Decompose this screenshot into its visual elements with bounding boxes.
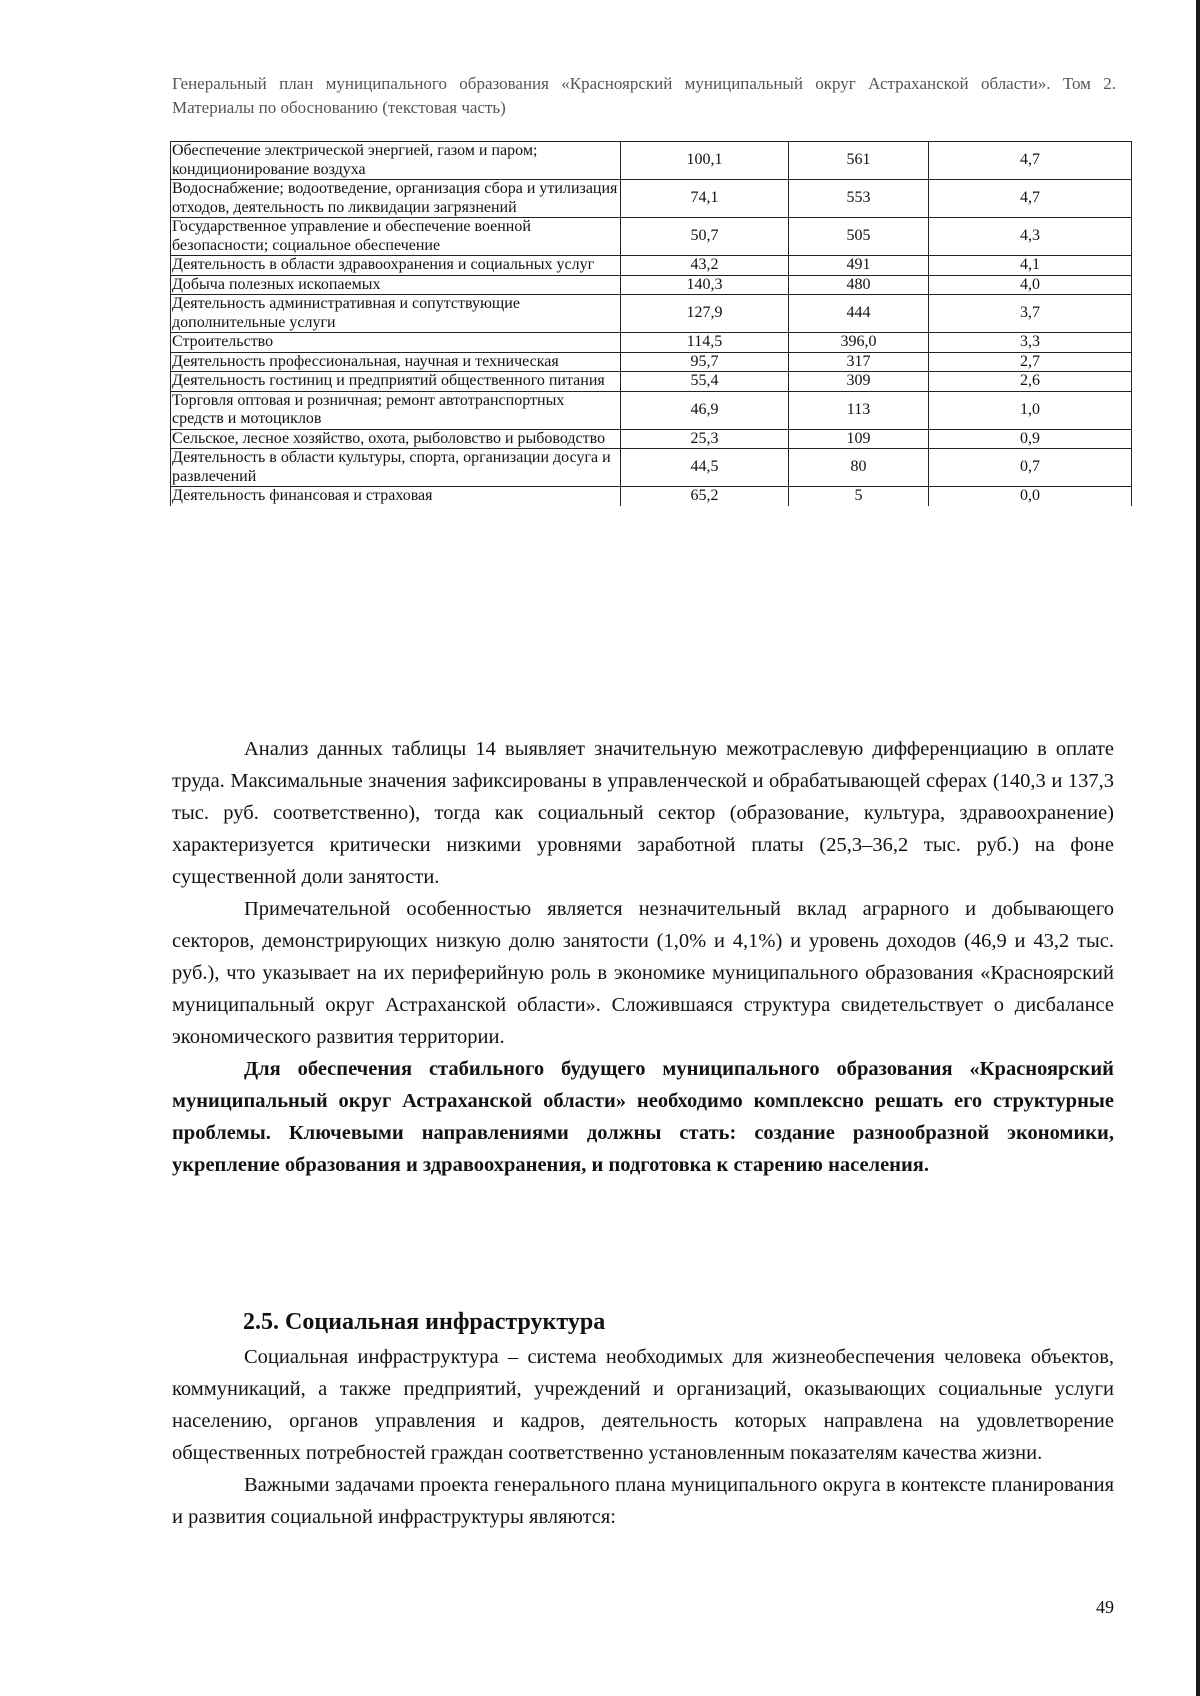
table-cell-employees: 561 — [789, 142, 929, 180]
table-row — [171, 180, 1132, 218]
table-cell-employees: 553 — [789, 180, 929, 218]
paragraph-definition: Социальная инфраструктура – система необходимых для жизнеобеспечения человека объектов, коммуникаций, а также предприятий, учреждений и организаций, оказывающих социальные услуги населению, органов управления и кадров, деятельность которых направлена на удовлетворение общественных потребностей граждан соответственно установленным показателям качества жизни. — [172, 1346, 1114, 1464]
section-title: 2.5. Социальная инфраструктура — [243, 1309, 606, 1335]
running-header: Генеральный план муниципального образования «Красноярский муниципальный округ Астраханской области». Том 2. Материалы по обоснованию (текстовая часть) — [172, 74, 1116, 117]
table-cell-share: 2,6 — [929, 372, 1132, 392]
paragraph-tasks: Важными задачами проекта генерального плана муниципального округа в контексте планирования и развития социальной инфраструктуры являются: — [172, 1474, 1114, 1528]
table-cell-employees: 505 — [789, 218, 929, 256]
table-cell-share: 0,0 — [929, 487, 1132, 506]
paragraph-notable: Примечательной особенностью является незначительный вклад аграрного и добывающего секторов, демонстрирующих низкую долю занятости (1,0% и 4,1%) и уровень доходов (46,9 и 43,2 тыс. руб.), что указывает на их периферийную роль в экономике муниципального образования «Красноярский муниципальный округ Астраханской области». Сложившаяся структура свидетельствует о дисбалансе экономического развития территории. — [172, 898, 1114, 1048]
table-cell-sector: Деятельность финансовая и страховая — [171, 487, 621, 506]
table-cell-sector: Добыча полезных ископаемых — [171, 275, 621, 295]
table-row — [171, 256, 1132, 276]
data-table — [170, 141, 1132, 506]
table-cell-wage: 100,1 — [621, 142, 789, 180]
table-cell-sector: Сельское, лесное хозяйство, охота, рыболовство и рыбоводство — [171, 429, 621, 449]
page-number: 49 — [1096, 1597, 1114, 1617]
table-cell-sector: Деятельность в области здравоохранения и социальных услуг — [171, 256, 621, 276]
table-cell-employees: 480 — [789, 275, 929, 295]
table-cell-wage: 74,1 — [621, 180, 789, 218]
table-cell-share: 4,3 — [929, 218, 1132, 256]
table-cell-wage: 25,3 — [621, 429, 789, 449]
table-cell-sector: Государственное управление и обеспечение военной безопасности; социальное обеспечение — [171, 218, 621, 256]
table-cell-wage: 55,4 — [621, 372, 789, 392]
social-infrastructure-text — [172, 1341, 1114, 1533]
table-cell-share: 0,9 — [929, 429, 1132, 449]
paragraph-analysis: Анализ данных таблицы 14 выявляет значительную межотраслевую дифференциацию в оплате труда. Максимальные значения зафиксированы в управленческой и обрабатывающей сферах (140,3 и 137,3 тыс. руб. соответственно), тогда как социальный сектор (образование, культура, здравоохранение) характеризуется критически низкими уровнями заработной платы (25,3–36,2 тыс. руб.) на фоне существенной доли занятости. — [172, 738, 1114, 888]
table-cell-sector: Деятельность профессиональная, научная и техническая — [171, 352, 621, 372]
table-cell-employees: 444 — [789, 295, 929, 333]
table-cell-share: 4,7 — [929, 180, 1132, 218]
table-cell-employees: 396,0 — [789, 333, 929, 353]
table-row — [171, 372, 1132, 392]
table-cell-wage: 46,9 — [621, 391, 789, 429]
table-cell-sector: Торговля оптовая и розничная; ремонт автотранспортных средств и мотоциклов — [171, 391, 621, 429]
table-body — [171, 142, 1132, 506]
table-cell-sector: Деятельность административная и сопутствующие дополнительные услуги — [171, 295, 621, 333]
table-cell-share: 1,0 — [929, 391, 1132, 429]
analysis-text — [172, 733, 1114, 1181]
table-cell-share: 4,0 — [929, 275, 1132, 295]
table-cell-employees: 80 — [789, 449, 929, 487]
table-cell-share: 4,1 — [929, 256, 1132, 276]
table-row — [171, 275, 1132, 295]
table-cell-employees: 113 — [789, 391, 929, 429]
table-cell-sector: Деятельность в области культуры, спорта, организации досуга и развлечений — [171, 449, 621, 487]
table-cell-wage: 114,5 — [621, 333, 789, 353]
table-cell-wage: 127,9 — [621, 295, 789, 333]
table-cell-sector: Водоснабжение; водоотведение, организация сбора и утилизация отходов, деятельность по ликвидации загрязнений — [171, 180, 621, 218]
table-row — [171, 487, 1132, 506]
table-row — [171, 352, 1132, 372]
table-cell-sector: Обеспечение электрической энергией, газом и паром; кондиционирование воздуха — [171, 142, 621, 180]
table-cell-wage: 43,2 — [621, 256, 789, 276]
table-row — [171, 142, 1132, 180]
table-cell-share: 2,7 — [929, 352, 1132, 372]
table-row — [171, 333, 1132, 353]
table-cell-employees: 491 — [789, 256, 929, 276]
table-cell-employees: 109 — [789, 429, 929, 449]
table-row — [171, 429, 1132, 449]
table-row — [171, 218, 1132, 256]
table-cell-share: 4,7 — [929, 142, 1132, 180]
table-cell-wage: 44,5 — [621, 449, 789, 487]
paragraph-conclusion: Для обеспечения стабильного будущего муниципального образования «Красноярский муниципальный округ Астраханской области» необходимо комплексно решать его структурные проблемы. Ключевыми направлениями должны стать: создание разнообразной экономики, укрепление образования и здравоохранения, и подготовка к старению населения. — [172, 1058, 1114, 1176]
table-cell-sector: Строительство — [171, 333, 621, 353]
table-cell-employees: 317 — [789, 352, 929, 372]
table-row — [171, 391, 1132, 429]
table-cell-share: 3,7 — [929, 295, 1132, 333]
table-row — [171, 295, 1132, 333]
table-cell-wage: 140,3 — [621, 275, 789, 295]
table-cell-wage: 50,7 — [621, 218, 789, 256]
table-cell-employees: 5 — [789, 487, 929, 506]
table-cell-sector: Деятельность гостиниц и предприятий общественного питания — [171, 372, 621, 392]
table-cell-share: 3,3 — [929, 333, 1132, 353]
table-cell-employees: 309 — [789, 372, 929, 392]
page-edge — [1196, 0, 1200, 1696]
table-row — [171, 449, 1132, 487]
table-cell-wage: 95,7 — [621, 352, 789, 372]
table-cell-wage: 65,2 — [621, 487, 789, 506]
table-cell-share: 0,7 — [929, 449, 1132, 487]
